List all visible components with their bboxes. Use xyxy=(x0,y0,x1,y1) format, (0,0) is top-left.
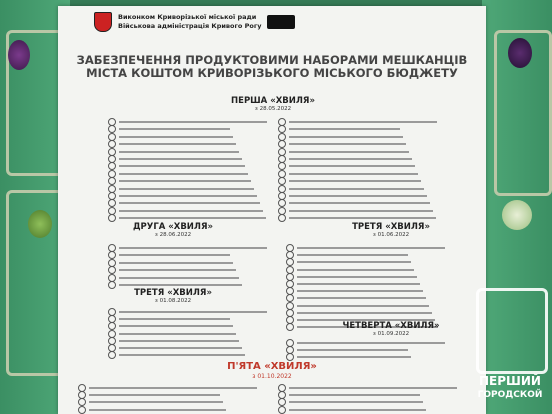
wave-3-title: ТРЕТЯ «ХВИЛЯ» xyxy=(352,222,430,232)
item-text-line xyxy=(297,305,429,307)
item-text-line xyxy=(119,269,236,271)
item-text-line xyxy=(289,195,427,197)
item-text-line xyxy=(119,340,239,342)
item-text-line xyxy=(119,284,242,286)
item-number-badge xyxy=(78,406,86,414)
item-text-line xyxy=(289,151,409,153)
grapes-decor xyxy=(8,40,30,70)
item-text-line xyxy=(289,180,421,182)
item-text-line xyxy=(289,165,415,167)
item-text-line xyxy=(289,202,430,204)
item-text-line xyxy=(119,318,230,320)
item-text-line xyxy=(119,277,239,279)
item-text-line xyxy=(297,290,423,292)
item-text-line xyxy=(119,210,263,212)
item-text-line xyxy=(119,217,266,219)
item-text-line xyxy=(289,217,436,219)
item-text-line xyxy=(89,401,223,403)
item-text-line xyxy=(297,269,414,271)
wave-3b-title: ТРЕТЯ «ХВИЛЯ» xyxy=(134,288,212,298)
watermark-line-1: ПЕРШИЙ xyxy=(479,374,541,388)
wave-1-title: ПЕРША «ХВИЛЯ» xyxy=(231,96,315,106)
item-text-line xyxy=(289,121,437,123)
item-number-badge xyxy=(108,351,116,359)
item-text-line xyxy=(289,128,400,130)
list-item xyxy=(108,214,266,222)
item-text-line xyxy=(89,409,226,411)
channel-watermark xyxy=(470,288,550,412)
wave-4-date: з 01.09.2022 xyxy=(372,331,410,337)
wave-3b-date: з 01.08.2022 xyxy=(154,298,192,304)
item-text-line xyxy=(119,158,242,160)
item-text-line xyxy=(289,210,433,212)
item-text-line xyxy=(119,136,233,138)
list-item xyxy=(278,406,426,414)
wave-2-title: ДРУГА «ХВИЛЯ» xyxy=(132,222,214,232)
item-text-line xyxy=(119,143,236,145)
title-line-2: МІСТА КОШТОМ КРИВОРІЗЬКОГО МІСЬКОГО БЮДЖЕТУ xyxy=(86,66,458,80)
header-line-1: Виконком Криворізької міської ради xyxy=(118,13,257,21)
item-text-line xyxy=(119,333,236,335)
wave-1-date: з 28.05.2022 xyxy=(254,106,292,112)
list-item xyxy=(278,214,436,222)
item-text-line xyxy=(119,354,245,356)
item-text-line xyxy=(119,151,239,153)
item-text-line xyxy=(89,387,257,389)
item-text-line xyxy=(297,312,432,314)
item-text-line xyxy=(289,136,403,138)
item-text-line xyxy=(289,143,406,145)
item-text-line xyxy=(289,401,423,403)
item-text-line xyxy=(297,261,411,263)
item-text-line xyxy=(119,180,251,182)
item-text-line xyxy=(119,188,254,190)
item-text-line xyxy=(119,173,248,175)
channel-logo-icon xyxy=(476,288,548,374)
wave-5-title: П'ЯТА «ХВИЛЯ» xyxy=(227,361,317,372)
item-text-line xyxy=(289,394,420,396)
watermark-line-2: ГОРОДСКОЙ xyxy=(477,390,543,400)
wave-3-date: з 01.06.2022 xyxy=(372,232,410,238)
item-number-badge xyxy=(278,214,286,222)
item-text-line xyxy=(119,202,260,204)
wave-5-date: з 01.10.2022 xyxy=(252,373,292,380)
info-poster xyxy=(58,6,486,414)
item-number-badge xyxy=(286,323,294,331)
item-text-line xyxy=(119,128,230,130)
item-text-line xyxy=(119,247,267,249)
grapes-decor-right xyxy=(508,38,532,68)
item-text-line xyxy=(119,254,230,256)
item-text-line xyxy=(119,347,242,349)
item-text-line xyxy=(297,283,420,285)
list-item xyxy=(108,351,245,359)
wave-2-date: з 28.06.2022 xyxy=(154,232,192,238)
item-text-line xyxy=(119,311,267,313)
item-text-line xyxy=(119,262,233,264)
item-text-line xyxy=(289,158,412,160)
item-text-line xyxy=(297,254,408,256)
item-text-line xyxy=(119,165,245,167)
item-text-line xyxy=(297,349,408,351)
item-text-line xyxy=(297,342,445,344)
item-text-line xyxy=(119,195,257,197)
item-text-line xyxy=(89,394,220,396)
header-line-2: Військова адміністрація Кривого Рогу xyxy=(118,22,262,30)
item-text-line xyxy=(289,188,424,190)
item-number-badge xyxy=(278,406,286,414)
item-text-line xyxy=(119,325,233,327)
item-text-line xyxy=(119,121,267,123)
item-text-line xyxy=(297,356,411,358)
wave-4-title: ЧЕТВЕРТА «ХВИЛЯ» xyxy=(342,321,440,331)
item-text-line xyxy=(289,409,426,411)
item-number-badge xyxy=(108,214,116,222)
item-text-line xyxy=(289,387,457,389)
title-line-1: ЗАБЕЗПЕЧЕННЯ ПРОДУКТОВИМИ НАБОРАМИ МЕШКАНЦІВ xyxy=(76,53,468,67)
item-text-line xyxy=(289,173,418,175)
poster-title xyxy=(58,54,486,80)
poster-header xyxy=(94,12,295,32)
item-text-line xyxy=(297,276,417,278)
item-text-line xyxy=(297,297,426,299)
military-admin-logo-icon xyxy=(267,15,295,29)
fruit-decor-right xyxy=(502,200,532,230)
list-item xyxy=(78,406,226,414)
pear-decor xyxy=(28,210,52,238)
city-coat-of-arms-icon xyxy=(94,12,112,32)
item-text-line xyxy=(297,247,445,249)
